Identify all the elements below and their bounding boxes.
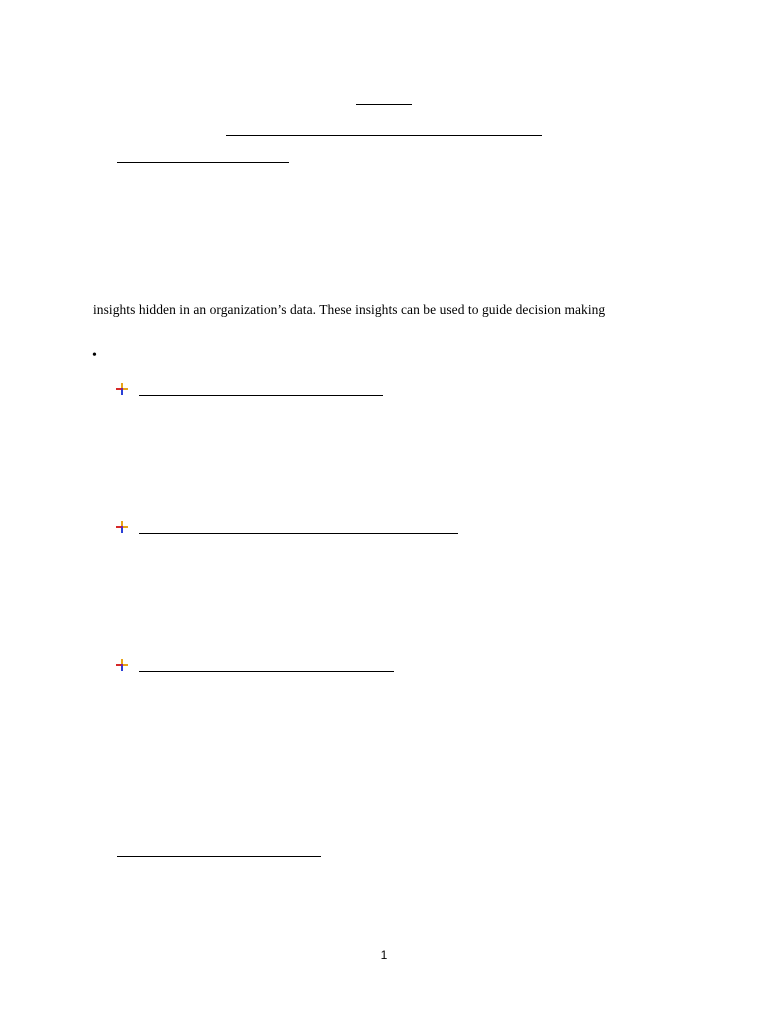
list-item-3-underline (139, 671, 394, 672)
title-underline (356, 104, 412, 105)
subtitle-underline (226, 135, 542, 136)
colored-plus-icon (116, 658, 128, 670)
page-number: 1 (380, 948, 388, 962)
colored-plus-icon (116, 520, 128, 532)
colored-plus-icon (116, 382, 128, 394)
section-heading-underline (117, 162, 289, 163)
list-item-2-underline (139, 533, 458, 534)
lower-heading-underline (117, 856, 321, 857)
body-paragraph-line: insights hidden in an organization’s data. These insights can be used to guide decision making (93, 302, 606, 317)
list-item-1-underline (139, 395, 383, 396)
bullet-point: • (92, 348, 97, 363)
